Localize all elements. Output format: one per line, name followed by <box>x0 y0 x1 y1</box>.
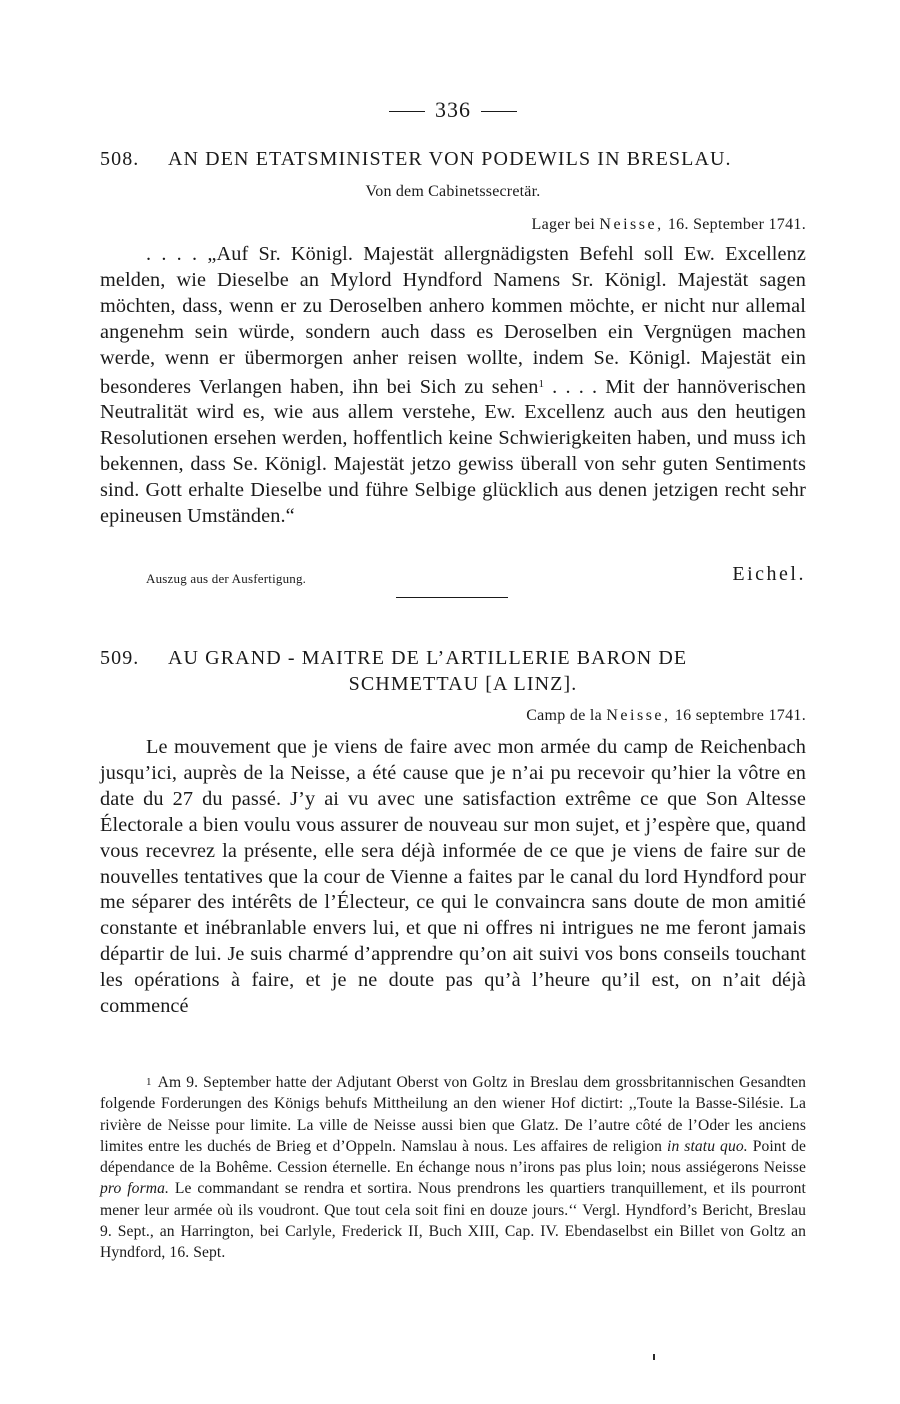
letter-508-body-part2: . . . . Mit der hannöverischen Neutralität wird es, wie aus allem verstehe, Ew. Excellenz auch aus den heutigen Resolutionen ersehen werden, hoffentlich keine Schwierigkeiten haben, und muss ich bekennen, dass Se. Königl. Majestät jetzo gewiss überall von sehr guten Sentiments sind. Gott erhalte Dieselbe und führe Selbige glücklich aus denen jetzigen recht sehr epineusen Umständen.“ <box>100 375 806 528</box>
print-speck <box>653 1354 655 1360</box>
letter-508-date-prefix: Lager bei <box>531 216 596 233</box>
page-number: 336 <box>435 97 471 122</box>
page-number-header <box>100 97 806 123</box>
page-number-dash-left <box>389 111 425 112</box>
footnote-text-part3: Le commandant se rendra et sortira. Nous prendrons les quartiers tranquillement, et ils pourront mener leur armée où ils voudront. Que tout cela soit fini en douze jours.‘‘ Vergl. Hyndford’s Bericht, Breslau 9. Sept., an Harrington, bei Carlyle, Frederick II, Buch XIII, Cap. IV. Ebendaselbst ein Billet von Goltz an Hyndford, 16. Sept. <box>100 1180 806 1262</box>
footnote <box>100 1072 806 1264</box>
letter-508-place: Neisse, <box>599 216 664 233</box>
letter-508-date: 16. September 1741. <box>667 216 806 233</box>
letter-509-number: 509. <box>100 647 140 669</box>
letter-509-date-prefix: Camp de la <box>526 707 603 724</box>
letter-508-signature: Eichel. <box>732 563 806 585</box>
letter-508-sender: Von dem Cabinetssecretär. <box>365 183 541 200</box>
section-divider <box>396 597 508 598</box>
footnote-text-part1: Am 9. September hatte der Adjutant Oberst von Goltz in Breslau dem grossbritannischen Gesandten folgende Forderungen des Königs behufs Mittheilung an den wiener Hof dictirt: ,,Toute la Basse-Silésie. La rivière de Neisse pour limite. La ville de Neisse aussi bien que Glatz. De l’autre côté de l’Oder les anciens limites entre les duchés de Brieg et d’Oppeln. Namslau à nous. Les affaires de religion <box>100 1074 806 1155</box>
letter-508-source-note: Auszug aus der Ausfertigung. <box>146 571 307 586</box>
footnote-italic-2: pro forma. <box>100 1180 170 1198</box>
letter-509-date: 16 septembre 1741. <box>674 707 806 724</box>
letter-508-dateline <box>532 216 806 234</box>
letter-509-title-line1: AU GRAND - MAITRE DE L’ARTILLERIE BARON DE <box>168 647 688 669</box>
letter-509-heading <box>100 645 806 697</box>
letter-508-number: 508. <box>100 148 140 170</box>
letter-508-title: AN DEN ETATSMINISTER VON PODEWILS IN BRESLAU. <box>168 148 732 170</box>
page-number-dash-right <box>481 111 517 112</box>
letter-509-dateline <box>526 707 806 725</box>
letter-508-body <box>100 242 806 530</box>
footnote-marker: 1 <box>146 1076 152 1088</box>
letter-509-body: Le mouvement que je viens de faire avec mon armée du camp de Reichenbach jusqu’ici, auprès de la Neisse, a été cause que je n’ai pu recevoir qu’hier la vôtre en date du 27 du passé. J’y ai vu avec une satisfaction extrême ce que Son Altesse Électorale a bien voulu vous assurer de nouveau sur mon sujet, et j’espère que, quand vous recevrez la présente, elle sera déjà informée de ce que je viens de faire sur de nouvelles tentatives que la cour de Vienne a faites par le canal du lord Hyndford pour me séparer des intérêts de l’Électeur, ce qui le convaincra sans doute de mon amitié constante et inébranlable envers lui, et que ni offres ni intrigues ne me feront jamais départir de lui. Je suis charmé d’apprendre qu’on ait suivi vos bons conseils touchant les opérations à faire, et je ne doute pas qu’à l’heure qu’il est, on n’ait déjà commencé <box>100 736 806 1018</box>
footnote-reference[interactable]: 1 <box>538 377 545 390</box>
letter-509-place: Neisse, <box>606 707 671 724</box>
letter-509-title-line2: SCHMETTAU [A LINZ]. <box>348 673 578 695</box>
letter-508-body-part1: . . . . „Auf Sr. Königl. Majestät allergnädigsten Befehl soll Ew. Excellenz melden, wie Dieselbe an Mylord Hyndford Namens Sr. Königl. Majestät sagen möchten, dass, wenn er zu Deroselben anhero kommen möchte, er nicht nur allemal angenehm sein würde, sondern auch dass es Deroselben ein Vergnügen machen werde, wenn er übermorgen anher reisen wollte, indem Se. Königl. Majestät ein besonderes Verlangen haben, ihn bei Sich zu sehen <box>100 243 806 398</box>
footnote-italic-1: in statu quo. <box>667 1137 748 1155</box>
footnote-text-part2: Point de dépendance de la Bohême. Cession éternelle. En échange nous n’irons pas plus loin; nous assiégerons Neisse <box>100 1137 806 1177</box>
letter-508-heading <box>100 146 806 172</box>
